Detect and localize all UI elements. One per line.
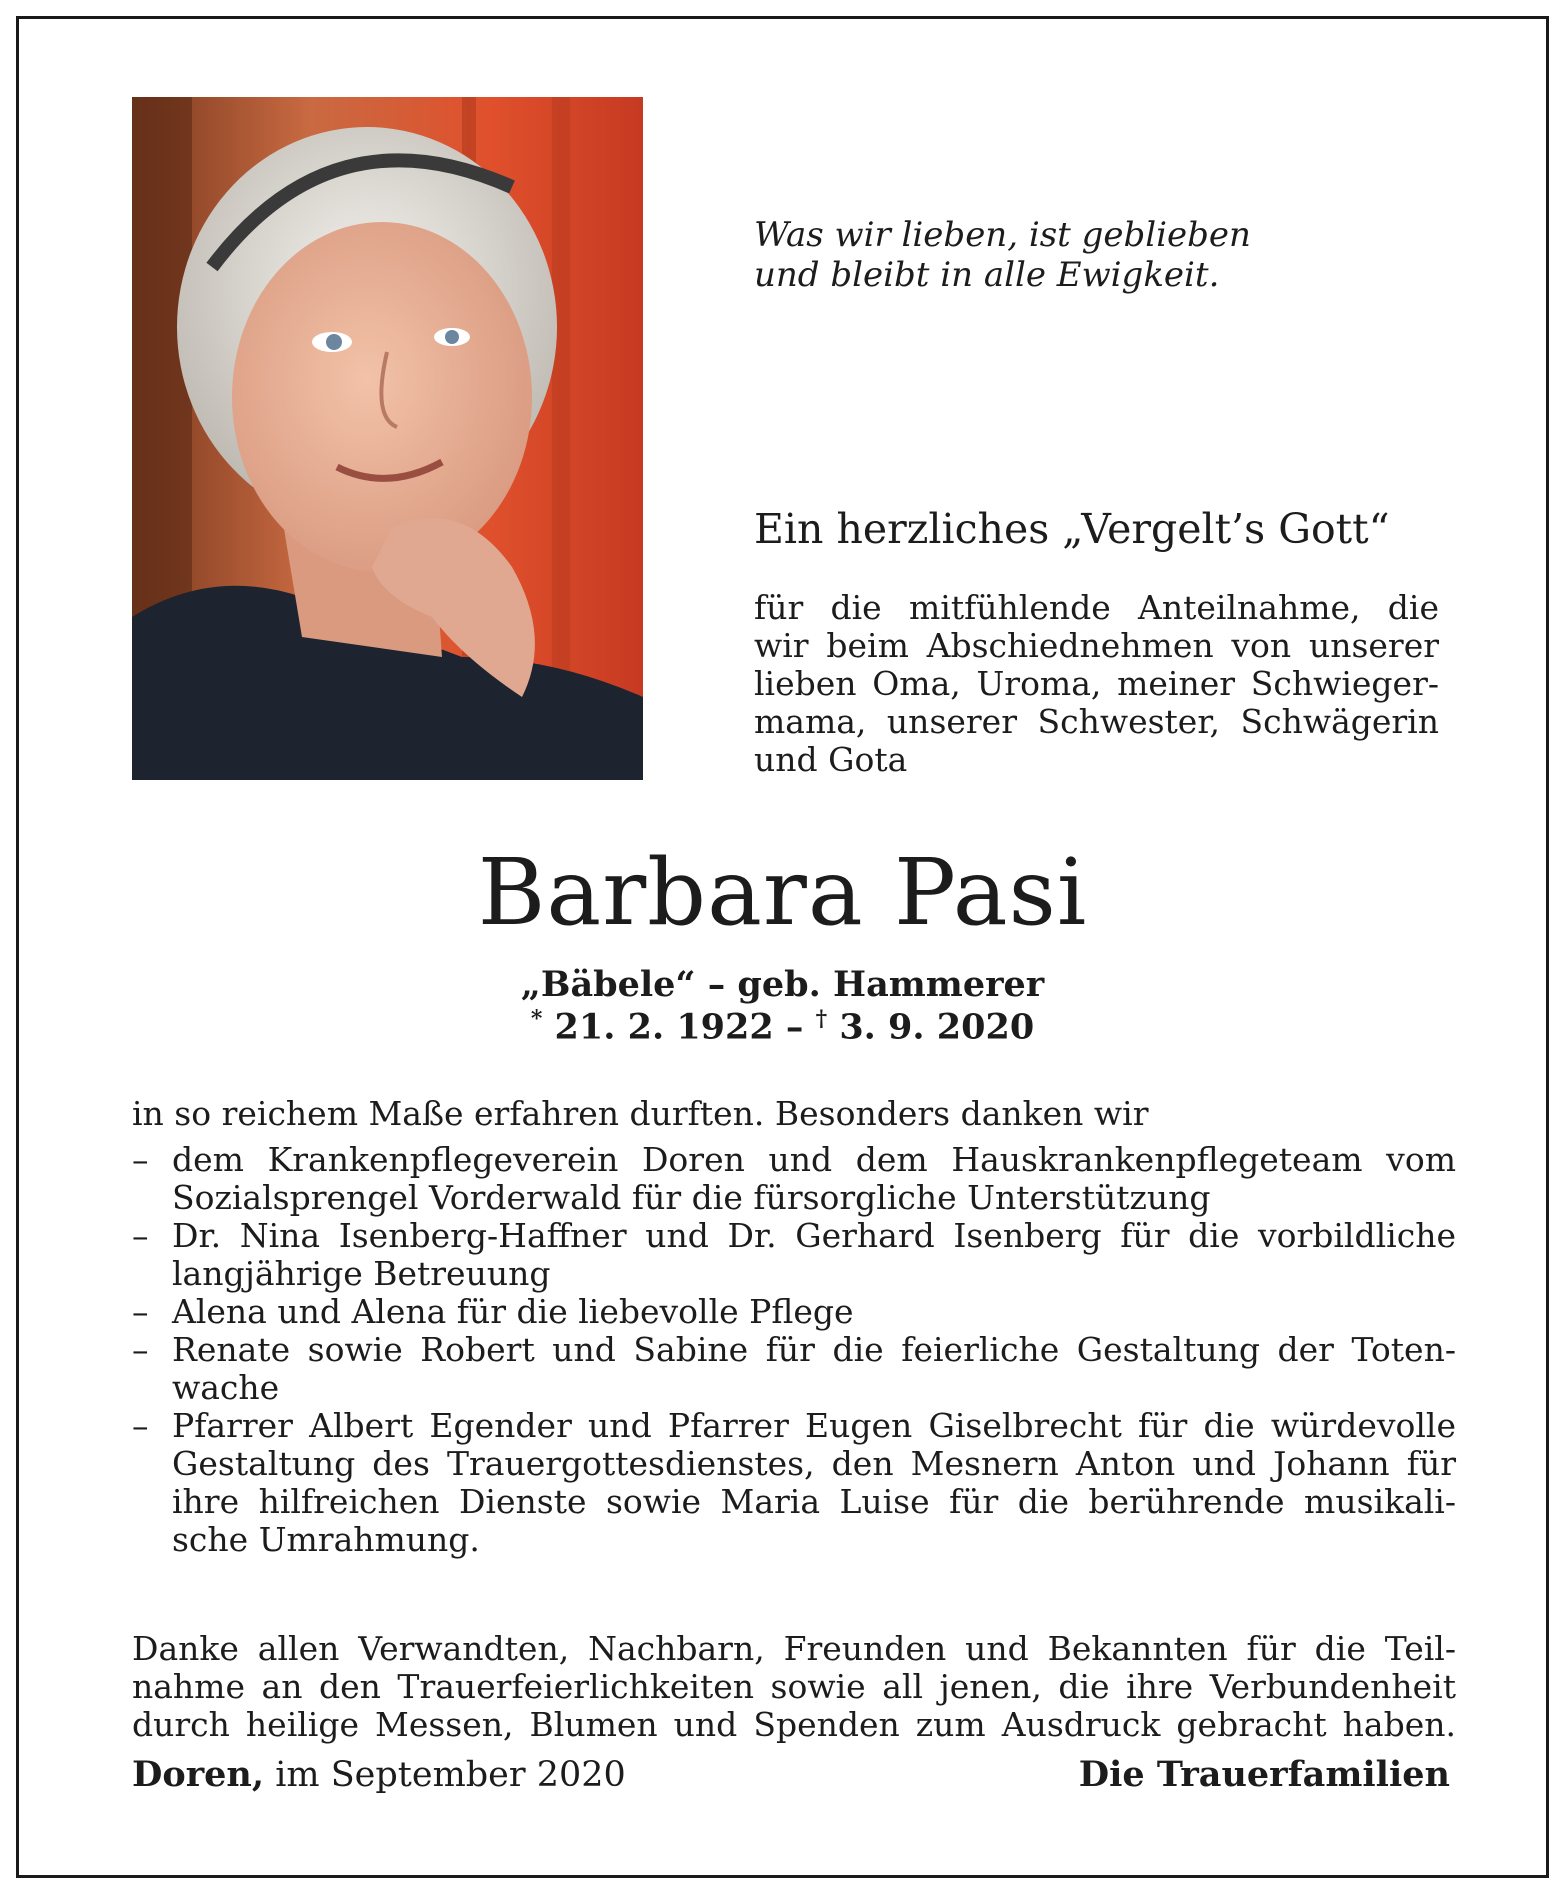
- list-item: [132, 1407, 1456, 1559]
- motto-line: und bleibt in alle Ewigkeit.: [754, 255, 1220, 295]
- intro-line: mama, unserer Schwester, Schwägerin: [754, 702, 1439, 741]
- intro-line: wir beim Abschiednehmen von unserer: [754, 626, 1439, 665]
- thanks-heading: Ein herzliches „Vergelt’s Gott“: [754, 505, 1390, 553]
- deceased-name: Barbara Pasi: [477, 839, 1088, 946]
- list-item: [132, 1293, 1456, 1331]
- birth-date: 21. 2. 1922 –: [554, 1006, 804, 1048]
- signature: Die Trauerfamilien: [1078, 1754, 1450, 1795]
- list-item-line: Gestaltung des Trauergottesdienstes, den Mesnern Anton und Johann für: [172, 1444, 1456, 1483]
- place-name: Doren,: [132, 1754, 265, 1795]
- dash-bullet: –: [132, 1406, 149, 1445]
- list-item-line: ihre hilfreichen Dienste sowie Maria Luise für die berührende musikali-: [172, 1482, 1456, 1521]
- portrait-photo: [132, 97, 643, 780]
- intro-paragraph: [754, 589, 1439, 779]
- list-item-line: Dr. Nina Isenberg-Haffner und Dr. Gerhard Isenberg für die vorbildliche: [172, 1216, 1456, 1255]
- closing-line: nahme an den Trauerfeierlichkeiten sowie all jenen, die ihre Verbundenheit: [132, 1667, 1456, 1706]
- dash-bullet: –: [132, 1292, 149, 1331]
- motto-quote: [754, 215, 1354, 295]
- nickname-maiden-name: „Bäbele“ – geb. Hammerer: [520, 964, 1045, 1005]
- list-item-line: wache: [172, 1368, 280, 1407]
- intro-line: und Gota: [754, 740, 908, 779]
- obituary-notice: [16, 16, 1549, 1878]
- list-item-line: Sozialsprengel Vorderwald für die fürsorgliche Unterstützung: [172, 1178, 1211, 1217]
- closing-line: Danke allen Verwandten, Nachbarn, Freunden und Bekannten für die Teil-: [132, 1629, 1456, 1668]
- dash-bullet: –: [132, 1330, 149, 1369]
- list-item: [132, 1217, 1456, 1293]
- list-item-line: Renate sowie Robert und Sabine für die feierliche Gestaltung der Toten-: [172, 1330, 1456, 1369]
- motto-line: Was wir lieben, ist geblieben: [754, 215, 1251, 255]
- intro-line: lieben Oma, Uroma, meiner Schwieger-: [754, 664, 1439, 703]
- closing-line: durch heilige Messen, Blumen und Spenden zum Ausdruck gebracht haben.: [132, 1705, 1456, 1744]
- list-item: [132, 1331, 1456, 1407]
- lead-line: in so reichem Maße erfahren durften. Besonders danken wir: [132, 1094, 1149, 1133]
- list-item-line: sche Umrahmung.: [172, 1520, 480, 1559]
- intro-line: für die mitfühlende Anteilnahme, die: [754, 588, 1439, 627]
- death-date: 3. 9. 2020: [839, 1006, 1035, 1048]
- portrait-illustration: [132, 97, 643, 780]
- life-dates: [19, 1006, 1546, 1048]
- dash-bullet: –: [132, 1140, 149, 1179]
- place-date: [132, 1754, 626, 1795]
- closing-paragraph: [132, 1630, 1456, 1744]
- death-cross-symbol: †: [815, 1006, 828, 1032]
- list-item-line: Alena und Alena für die liebevolle Pflege: [172, 1292, 854, 1331]
- list-item: [132, 1141, 1456, 1217]
- list-item-line: langjährige Betreuung: [172, 1254, 551, 1293]
- notice-date: im September 2020: [275, 1755, 626, 1795]
- list-item-line: Pfarrer Albert Egender und Pfarrer Eugen Giselbrecht für die würdevolle: [172, 1406, 1456, 1445]
- list-item-line: dem Krankenpflegeverein Doren und dem Hauskrankenpflegeteam vom: [172, 1140, 1456, 1179]
- thanks-list: [132, 1141, 1456, 1559]
- dash-bullet: –: [132, 1216, 149, 1255]
- birth-star-symbol: *: [530, 1006, 543, 1032]
